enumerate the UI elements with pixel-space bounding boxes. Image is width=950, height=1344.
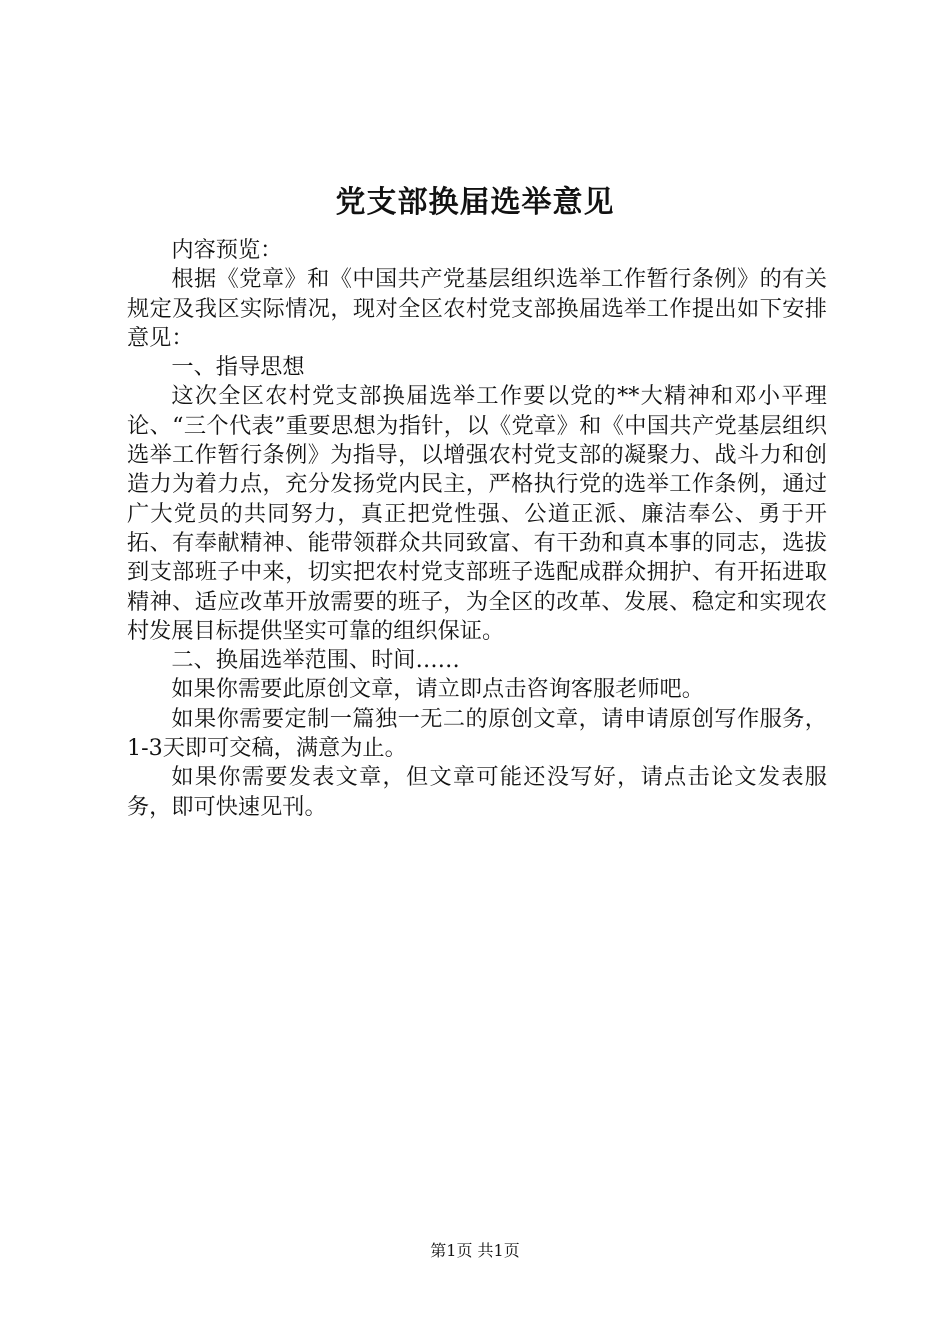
- section-heading-guiding-thought: 一、指导思想: [171, 354, 305, 381]
- document-body: [127, 236, 827, 822]
- document-title: 党支部换届选举意见: [335, 185, 615, 220]
- paragraph-publish-service[interactable]: 如果你需要发表文章，但文章可能还没写好，请点击论文发表服务，即可快速见刊。: [127, 764, 827, 820]
- paragraph-consult-link[interactable]: 如果你需要此原创文章，请立即点击咨询客服老师吧。: [171, 676, 704, 703]
- paragraph-intro: 根据《党章》和《中国共产党基层组织选举工作暂行条例》的有关规定及我区实际情况，现对全区农村党支部换届选举工作提出如下安排意见：: [127, 266, 827, 351]
- section-heading-scope-time: 二、换届选举范围、时间……: [171, 647, 460, 674]
- paragraph-custom-writing[interactable]: 如果你需要定制一篇独一无二的原创文章，请申请原创写作服务，1-3天即可交稿，满意为止。: [127, 705, 827, 762]
- page-footer: 第1页 共1页: [430, 1241, 520, 1260]
- preview-label: 内容预览：: [171, 237, 283, 263]
- paragraph-guiding-thought: 这次全区农村党支部换届选举工作要以党的**大精神和邓小平理论、“三个代表”重要思想为指针，以《党章》和《中国共产党基层组织选举工作暂行条例》为指导，以增强农村党支部的凝聚力、战斗力和创造力为着力点，充分发扬党内民主，严格执行党的选举工作条例，通过广大党员的共同努力，真正把党性强、公道正派、廉洁奉公、勇于开拓、有奉献精神、能带领群众共同致富、有干劲和真本事的同志，选拔到支部班子中来，切实把农村党支部班子选配成群众拥护、有开拓进取精神、适应改革开放需要的班子，为全区的改革、发展、稳定和实现农村发展目标提供坚实可靠的组织保证。: [127, 383, 827, 644]
